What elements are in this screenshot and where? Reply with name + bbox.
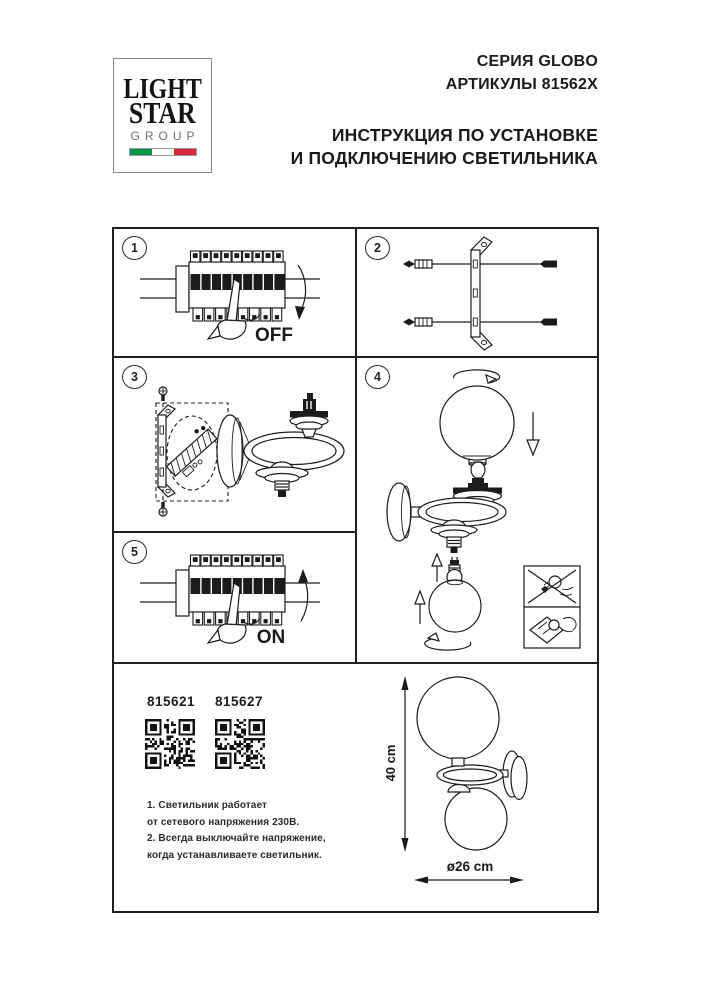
step-4-number: 4 [365,365,390,389]
step-4-panel [357,358,597,662]
instruction-title-line2: И ПОДКЛЮЧЕНИЮ СВЕТИЛЬНИКА [290,147,598,168]
step-3-diagram [114,358,355,531]
step-2-panel [357,229,597,356]
lightstar-logo [113,58,212,173]
mounting-bracket-icon [471,237,492,350]
step-2-diagram [357,229,597,356]
footer-panel [114,664,597,911]
dimensions-diagram [114,664,597,911]
warning-inset-no-bare-hands [524,566,580,607]
step-3-panel [114,358,355,531]
note-line-1: 1. Светильник работает [147,800,267,811]
article-number-815627: 815627 [215,694,264,709]
instruction-title [291,124,598,169]
logo-word-star: STAR [129,95,196,131]
diameter-dimension-label: ø26 cm [446,859,494,874]
upper-socket-icon [290,393,328,437]
upper-globe-icon [440,386,514,466]
step-5-panel [114,533,355,662]
assembled-lamp-icon [417,677,527,850]
terminal-block-magnifier [161,416,222,490]
step-5-number: 5 [122,540,147,564]
logo-word-group: GROUP [130,128,200,143]
articles-title: АРТИКУЛЫ 81562X [445,76,598,93]
insert-arrow-down [527,412,539,455]
lower-globe-icon [429,580,481,632]
on-label: ON [256,627,286,648]
step-1-diagram [114,229,355,356]
arrow-down-head [295,306,305,320]
height-dimension-label: 40 cm [383,744,398,782]
note-line-4: когда устанавливаете светильник. [147,849,322,861]
series-title: СЕРИЯ GLOBO [476,53,598,70]
step-1-number: 1 [122,236,147,260]
instruction-title-line1: ИНСТРУКЦИЯ ПО УСТАНОВКЕ [331,125,598,145]
step-1-panel [114,229,355,356]
diameter-dimension [414,859,524,884]
italy-flag-bar [129,148,197,156]
logo-word-light: LIGHT [123,72,202,104]
note-line-2: от сетевого напряжения 230В. [147,816,300,828]
article-number-815621: 815621 [147,694,196,709]
use-cloth-inset [524,607,580,648]
off-label: OFF [255,325,293,346]
lamp-ring-icon [244,432,344,470]
height-dimension [383,676,409,852]
circuit-breaker-icon [140,251,320,339]
step-3-number: 3 [122,365,147,389]
arrow-up-head [298,569,308,583]
step-5-diagram [114,533,355,662]
insert-arrow-up [415,591,425,624]
rotate-arrow-top [454,370,500,383]
circuit-breaker-icon [140,555,320,643]
note-line-3: 2. Всегда выключайте напряжение, [147,833,326,844]
insert-arrow-up-small [432,554,442,582]
header-titles [291,50,598,169]
step-2-number: 2 [365,236,390,260]
step-4-diagram [357,358,597,662]
rotate-arrow-bottom [425,633,471,650]
arrow-down-curve [298,265,306,310]
steps-grid [112,227,599,913]
